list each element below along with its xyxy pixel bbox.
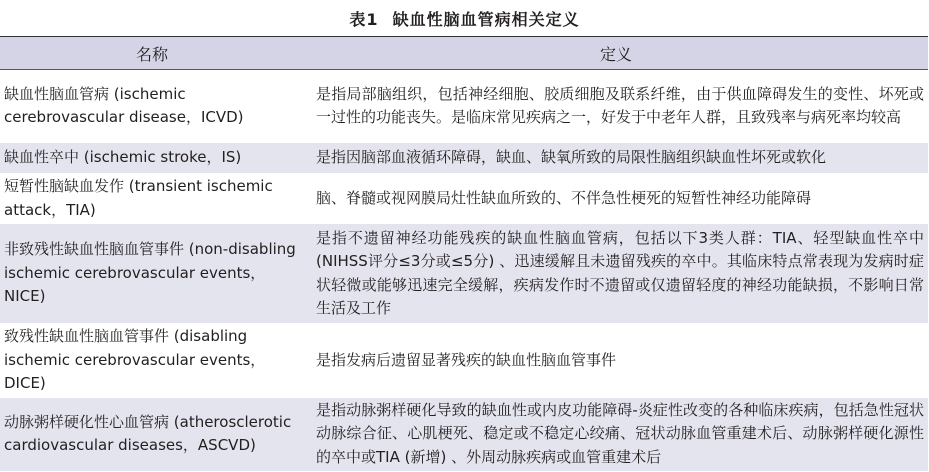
table-caption <box>0 0 929 36</box>
header-row <box>0 37 928 70</box>
term-name: 非致残性缺血性脑血管事件 (non-disabling ischemic cerebrovascular events，NICE) <box>0 224 304 324</box>
term-definition: 脑、脊髓或视网膜局灶性缺血所致的、不伴急性梗死的短暂性神经功能障碍 <box>304 174 928 224</box>
definitions-table <box>0 36 928 472</box>
term-name: 缺血性脑血管病 (ischemic cerebrovascular disease，ICVD) <box>0 70 304 143</box>
header-definition: 定义 <box>304 37 928 70</box>
term-definition: 是指不遗留神经功能残疾的缺血性脑血管病，包括以下3类人群：TIA、轻型缺血性卒中 (NIHSS评分≤3分或≤5分) 、迅速缓解且未遗留残疾的卒中。其临床特点常表现为发病时症状轻微或能够迅速完全缓解，疾病发作时不遗留或仅遗留轻度的神经功能缺损，不影响日常生活及工作 <box>304 224 928 324</box>
table-row <box>0 224 928 324</box>
term-name: 短暂性脑缺血发作 (transient ischemic attack，TIA) <box>0 174 304 224</box>
table-number: 表1 <box>349 9 379 29</box>
term-definition: 是指动脉粥样硬化导致的缺血性或内皮功能障碍-炎症性改变的各种临床疾病，包括急性冠状动脉综合征、心肌梗死、稳定或不稳定心绞痛、冠状动脉血管重建术后、动脉粥样硬化源性的卒中或TIA (新增) 、外周动脉疾病或血管重建术后 <box>304 397 928 471</box>
table-row <box>0 397 928 471</box>
term-definition: 是指发病后遗留显著残疾的缺血性脑血管事件 <box>304 324 928 398</box>
table-row <box>0 174 928 224</box>
table-row <box>0 324 928 398</box>
header-name: 名称 <box>0 37 304 70</box>
table-title: 缺血性脑血管病相关定义 <box>392 9 580 29</box>
term-name: 动脉粥样硬化性心血管病 (atherosclerotic cardiovascular diseases，ASCVD) <box>0 397 304 471</box>
term-name: 致残性缺血性脑血管事件 (disabling ischemic cerebrovascular events，DICE) <box>0 324 304 398</box>
table-row <box>0 143 928 174</box>
term-definition: 是指因脑部血液循环障碍，缺血、缺氧所致的局限性脑组织缺血性坏死或软化 <box>304 143 928 174</box>
table-row <box>0 70 928 143</box>
term-definition: 是指局部脑组织，包括神经细胞、胶质细胞及联系纤维，由于供血障碍发生的变性、坏死或一过性的功能丧失。是临床常见疾病之一，好发于中老年人群，且致残率与病死率均较高 <box>304 70 928 143</box>
term-name: 缺血性卒中 (ischemic stroke，IS) <box>0 143 304 174</box>
